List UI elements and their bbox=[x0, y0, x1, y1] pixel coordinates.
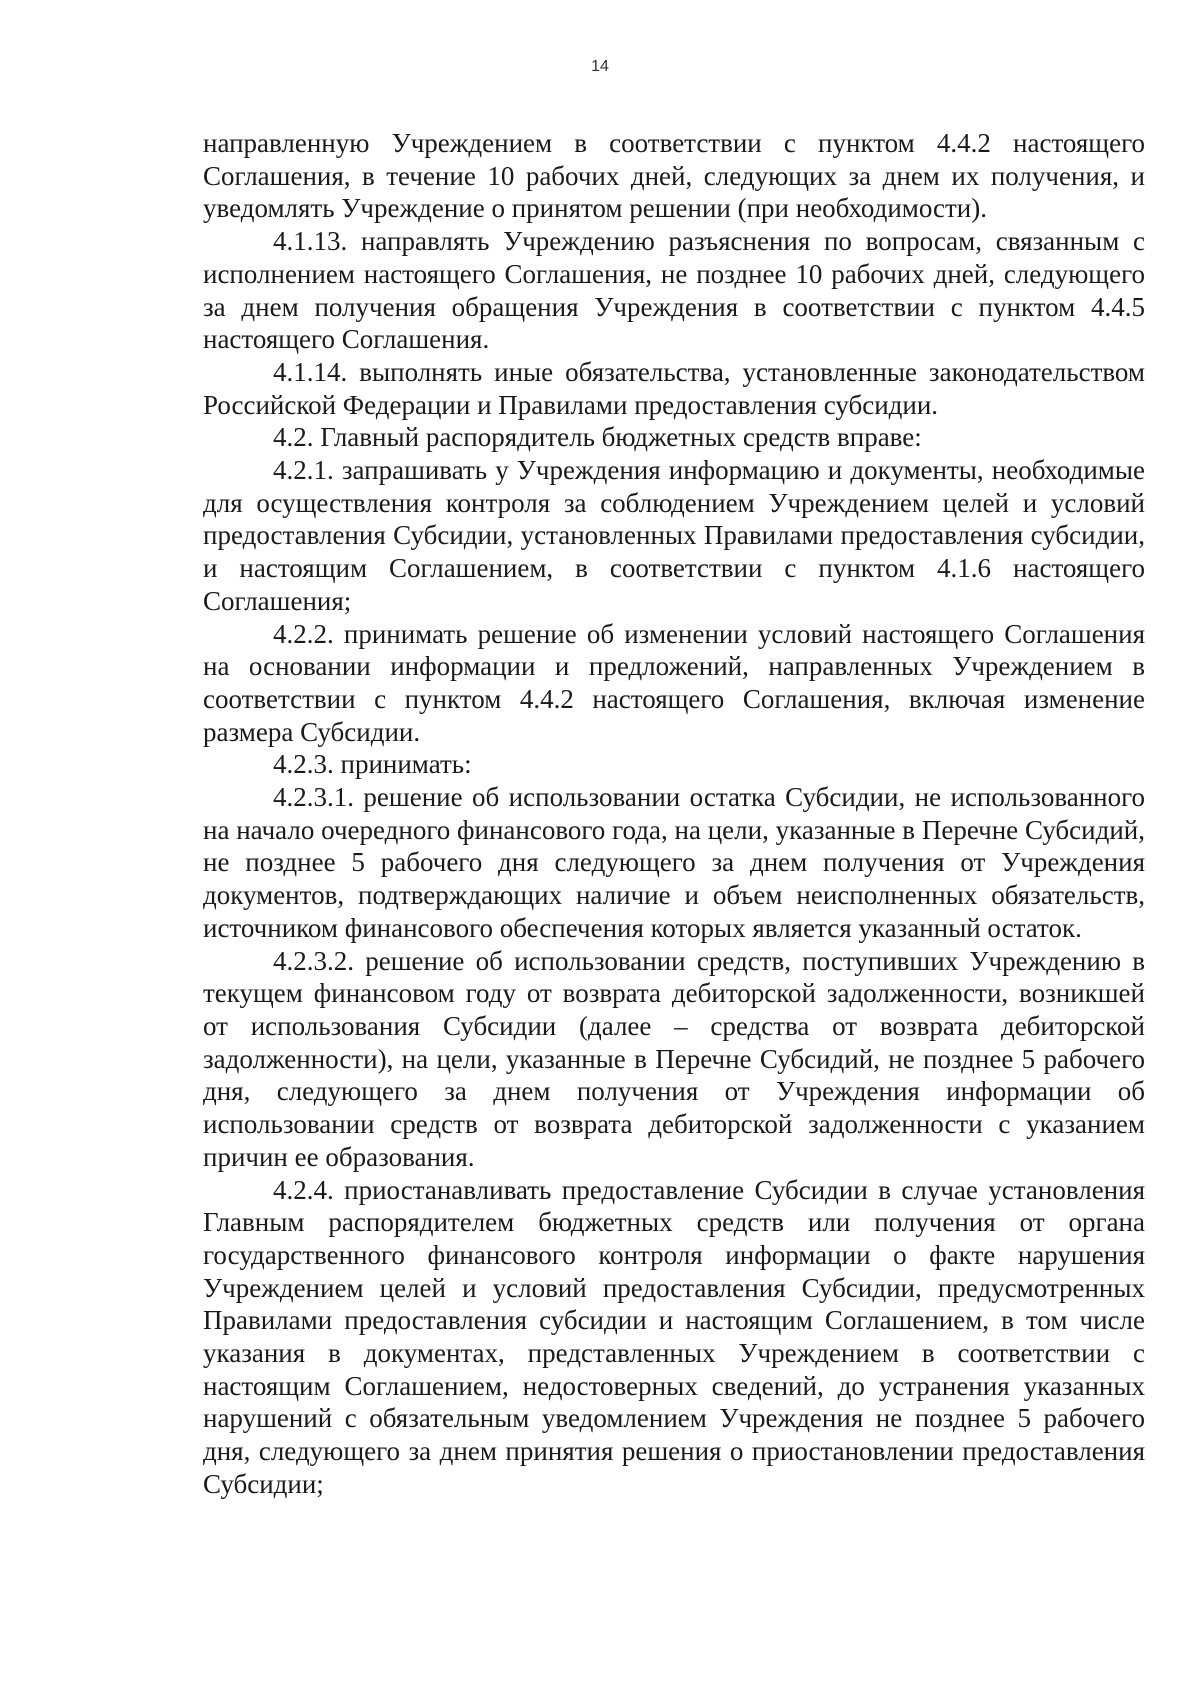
page-number: 14 bbox=[591, 58, 609, 75]
paragraph-4-2-3: 4.2.3. принимать: bbox=[273, 749, 472, 780]
paragraph-4-2-3-1: 4.2.3.1. решение об использовании остатка Субсидии, не использованного на начало очередного финансового года, на цели, указанные в Перечне Субсидий, не позднее 5 рабочего дня следующего за днем получения от Учреждения документов, подтверждающих наличие и объем неисполненных обязательств, источником финансового обеспечения которых является указанный остаток. bbox=[203, 782, 1145, 943]
paragraph-4-1-13: 4.1.13. направлять Учреждению разъяснения по вопросам, связанным с исполнением настоящего Соглашения, не позднее 10 рабочих дней, следующего за днем получения обращения Учреждения в соответствии с пунктом 4.4.5 настоящего Соглашения. bbox=[203, 226, 1145, 355]
paragraph-4-1-14: 4.1.14. выполнять иные обязательства, установленные законодательством Российской Федерации и Правилами предоставления субсидии. bbox=[203, 356, 1145, 420]
paragraph-4-2-2: 4.2.2. принимать решение об изменении условий настоящего Соглашения на основании информации и предложений, направленных Учреждением в соответствии с пунктом 4.4.2 настоящего Соглашения, включая изменение размера Субсидии. bbox=[203, 618, 1145, 747]
document-body bbox=[203, 127, 1145, 1501]
paragraph-4-2-4: 4.2.4. приостанавливать предоставление Субсидии в случае установления Главным распорядителем бюджетных средств или получения от органа государственного финансового контроля информации о факте нарушения Учреждением целей и условий предоставления Субсидии, предусмотренных Правилами предоставления субсидии и настоящим Соглашением, в том числе указания в документах, представленных Учреждением в соответствии с настоящим Соглашением, недостоверных сведений, до устранения указанных нарушений с обязательным уведомлением Учреждения не позднее 5 рабочего дня, следующего за днем принятия решения о приостановлении предоставления Субсидии; bbox=[203, 1174, 1145, 1499]
paragraph-4-2-1: 4.2.1. запрашивать у Учреждения информацию и документы, необходимые для осуществления контроля за соблюдением Учреждением целей и условий предоставления Субсидии, установленных Правилами предоставления субсидии, и настоящим Соглашением, в соответствии с пунктом 4.1.6 настоящего Соглашения; bbox=[203, 455, 1145, 616]
paragraph-4-2-3-2: 4.2.3.2. решение об использовании средств, поступивших Учреждению в текущем финансовом году от возврата дебиторской задолженности, возникшей от использования Субсидии (далее – средства от возврата дебиторской задолженности), на цели, указанные в Перечне Субсидий, не позднее 5 рабочего дня, следующего за днем получения от Учреждения информации об использовании средств от возврата дебиторской задолженности с указанием причин ее образования. bbox=[203, 945, 1145, 1172]
paragraph-4-2: 4.2. Главный распорядитель бюджетных средств вправе: bbox=[273, 422, 922, 453]
paragraph-continuation: направленную Учреждением в соответствии с пунктом 4.4.2 настоящего Соглашения, в течение 10 рабочих дней, следующих за днем их получения, и уведомлять Учреждение о принятом решении (при необходимости). bbox=[203, 128, 1145, 224]
